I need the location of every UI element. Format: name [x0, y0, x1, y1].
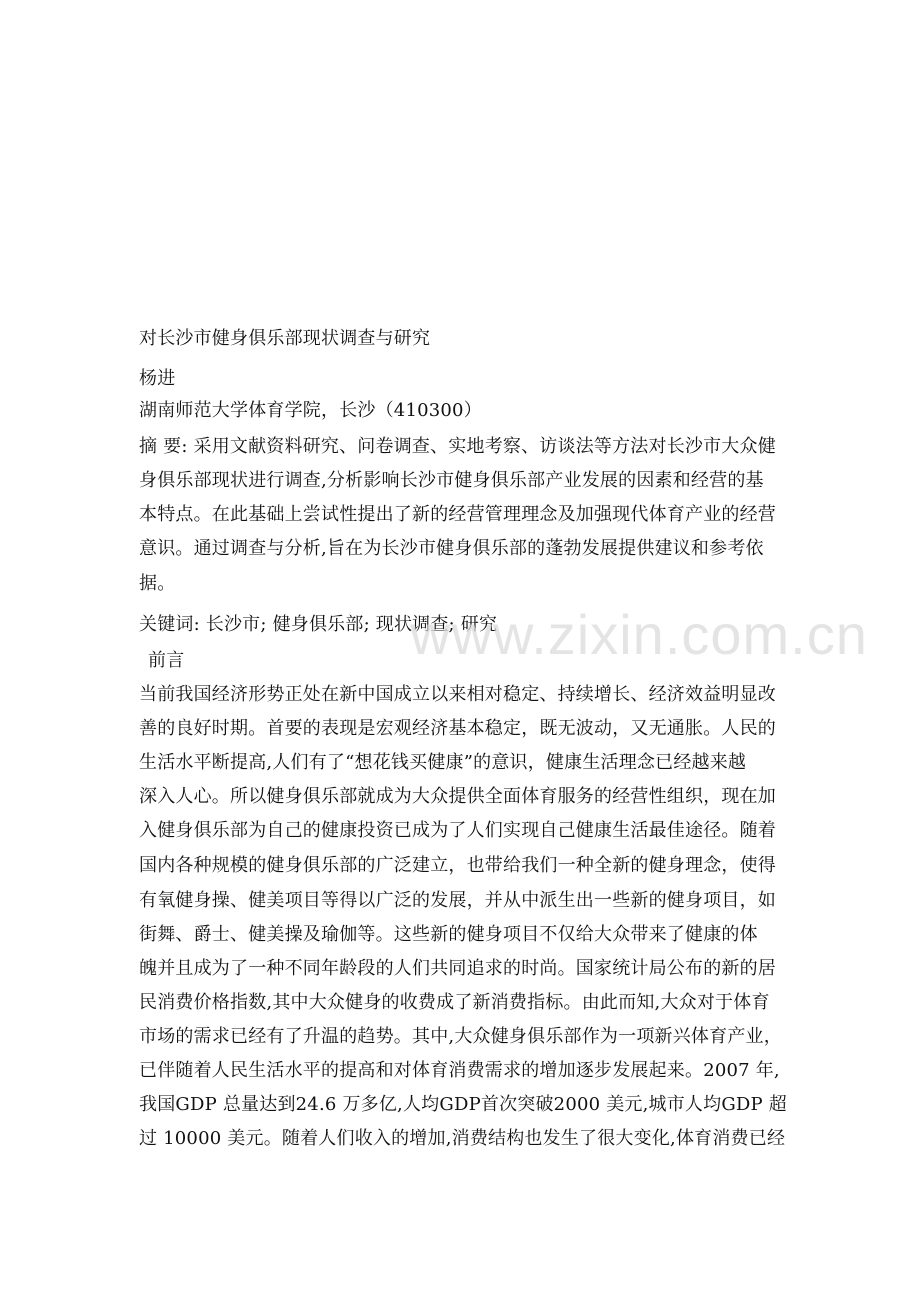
abstract-line: 据。 [139, 573, 176, 594]
body-line: 深入人心。所以健身俱乐部就成为大众提供全面体育服务的经营性组织，现在加 [139, 786, 776, 807]
body-line: 魄并且成为了一种不同年龄段的人们共同追求的时尚。国家统计局公布的新的居 [139, 958, 776, 979]
body-line: 国内各种规模的健身俱乐部的广泛建立，也带给我们一种全新的健身理念，使得 [139, 855, 776, 876]
body-line: 民消费价格指数,其中大众健身的收费成了新消费指标。由此而知,大众对于体育 [139, 992, 770, 1013]
body-line: 市场的需求已经有了升温的趋势。其中,大众健身俱乐部作为一项新兴体育产业， [139, 1026, 782, 1047]
body-line: 生活水平断提高,人们有了“想花钱买健康”的意识，健康生活理念已经越来越 [139, 752, 747, 773]
document-title: 对长沙市健身俱乐部现状调查与研究 [139, 328, 431, 349]
body-line: 当前我国经济形势正处在新中国成立以来相对稳定、持续增长、经济效益明显改 [139, 684, 776, 705]
abstract-line: 本特点。在此基础上尝试性提出了新的经营管理理念及加强现代体育产业的经营 [139, 504, 776, 525]
abstract-line: 身俱乐部现状进行调查,分析影响长沙市健身俱乐部产业发展的因素和经营的基 [139, 470, 764, 491]
abstract-line: 摘 要: 采用文献资料研究、问卷调查、实地考察、访谈法等方法对长沙市大众健 [139, 436, 776, 457]
body-line: 有氧健身操、健美项目等得以广泛的发展，并从中派生出一些新的健身项目，如 [139, 890, 776, 911]
watermark-text: www.zixin.com.cn [410, 603, 868, 666]
body-line: 我国GDP 总量达到24.6 万多亿,人均GDP首次突破2000 美元,城市人均GDP 超 [139, 1094, 787, 1115]
keywords: 关键词: 长沙市; 健身俱乐部; 现状调查; 研究 [139, 614, 498, 635]
author-affiliation: 湖南师范大学体育学院，长沙（410300） [139, 400, 482, 421]
author-name: 杨进 [139, 368, 176, 389]
body-line: 入健身俱乐部为自己的健康投资已成为了人们实现自己健康生活最佳途径。随着 [139, 820, 776, 841]
abstract-line: 意识。通过调查与分析,旨在为长沙市健身俱乐部的蓬勃发展提供建议和参考依 [139, 538, 764, 559]
body-line: 善的良好时期。首要的表现是宏观经济基本稳定，既无波动，又无通胀。人民的 [139, 718, 776, 739]
body-line: 过 10000 美元。随着人们收入的增加,消费结构也发生了很大变化,体育消费已经 [139, 1128, 786, 1149]
section-heading: 前言 [148, 650, 185, 671]
body-line: 已伴随着人民生活水平的提高和对体育消费需求的增加逐步发展起来。2007 年, [139, 1060, 780, 1081]
body-line: 街舞、爵士、健美操及瑜伽等。这些新的健身项目不仅给大众带来了健康的体 [139, 924, 758, 945]
